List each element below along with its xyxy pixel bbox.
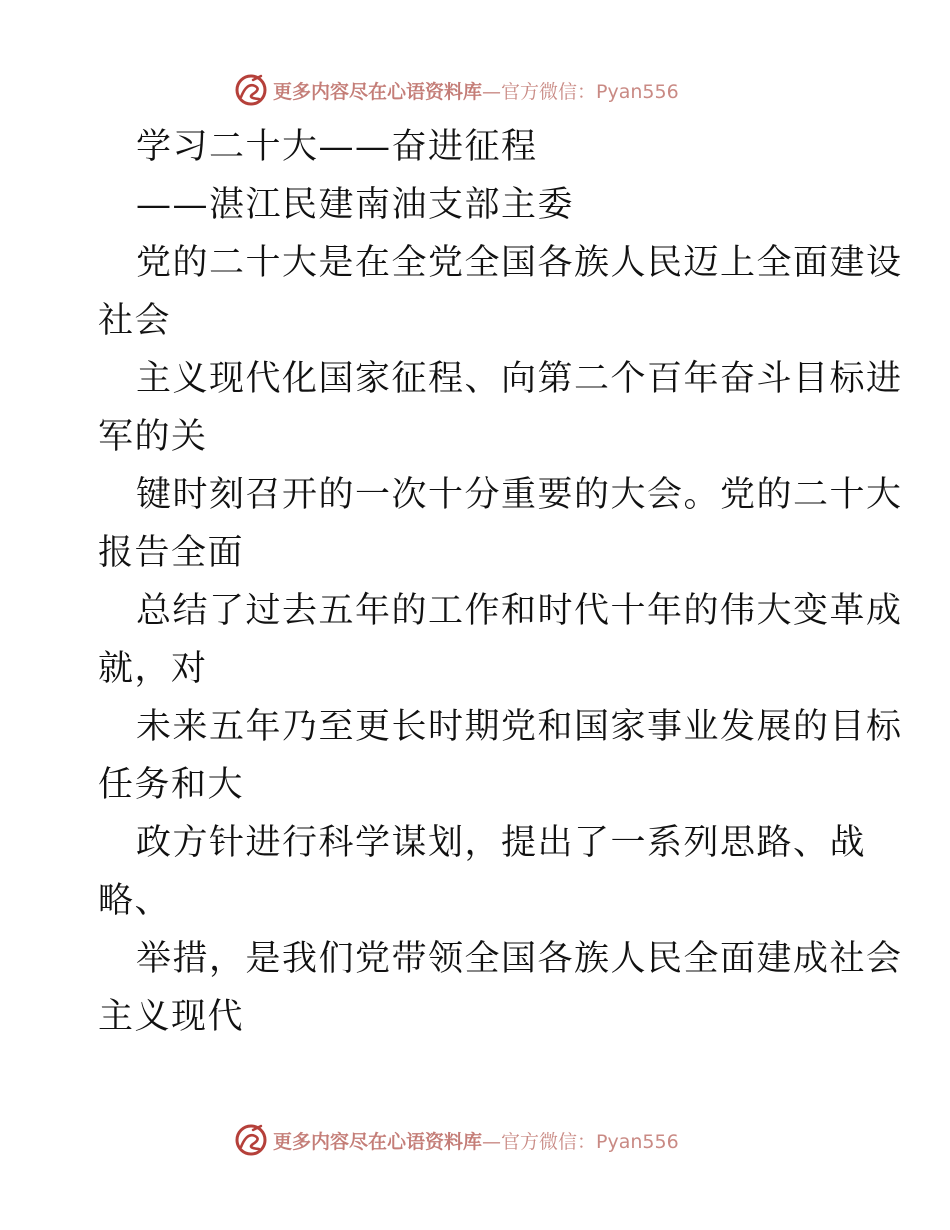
document-title: 学习二十大——奋进征程 xyxy=(136,127,538,167)
document-body xyxy=(98,118,903,1046)
paragraph-line: 报告全面 xyxy=(98,533,245,573)
watermark-wechat: —官方微信：Pyan556 xyxy=(482,1130,679,1153)
watermark-brand: 更多内容尽在心语资料库 xyxy=(273,80,483,103)
document-subtitle: ——湛江民建南油支部主委 xyxy=(136,185,575,225)
signature-seal-icon xyxy=(233,72,269,108)
paragraph-line: 任务和大 xyxy=(98,765,245,805)
paragraph-line: 社会 xyxy=(98,301,172,341)
paragraph-line: 主义现代化国家征程、向第二个百年奋斗目标进 xyxy=(136,359,903,399)
paragraph-line: 军的关 xyxy=(98,417,208,457)
paragraph-line: 党的二十大是在全党全国各族人民迈上全面建设 xyxy=(136,243,903,283)
paragraph-line: 未来五年乃至更长时期党和国家事业发展的目标 xyxy=(136,707,903,747)
paragraph-line: 主义现代 xyxy=(98,997,245,1037)
watermark-brand: 更多内容尽在心语资料库 xyxy=(273,1130,483,1153)
paragraph-line: 略、 xyxy=(98,881,172,921)
signature-seal-icon xyxy=(233,1122,269,1158)
watermark-header xyxy=(233,72,679,108)
paragraph-line: 总结了过去五年的工作和时代十年的伟大变革成 xyxy=(136,591,903,631)
paragraph-line: 举措，是我们党带领全国各族人民全面建成社会 xyxy=(136,939,903,979)
watermark-footer xyxy=(233,1122,679,1158)
watermark-wechat: —官方微信：Pyan556 xyxy=(482,80,679,103)
paragraph-line: 政方针进行科学谋划，提出了一系列思路、战 xyxy=(136,823,867,863)
paragraph-line: 就，对 xyxy=(98,649,208,689)
paragraph-line: 键时刻召开的一次十分重要的大会。党的二十大 xyxy=(136,475,903,515)
